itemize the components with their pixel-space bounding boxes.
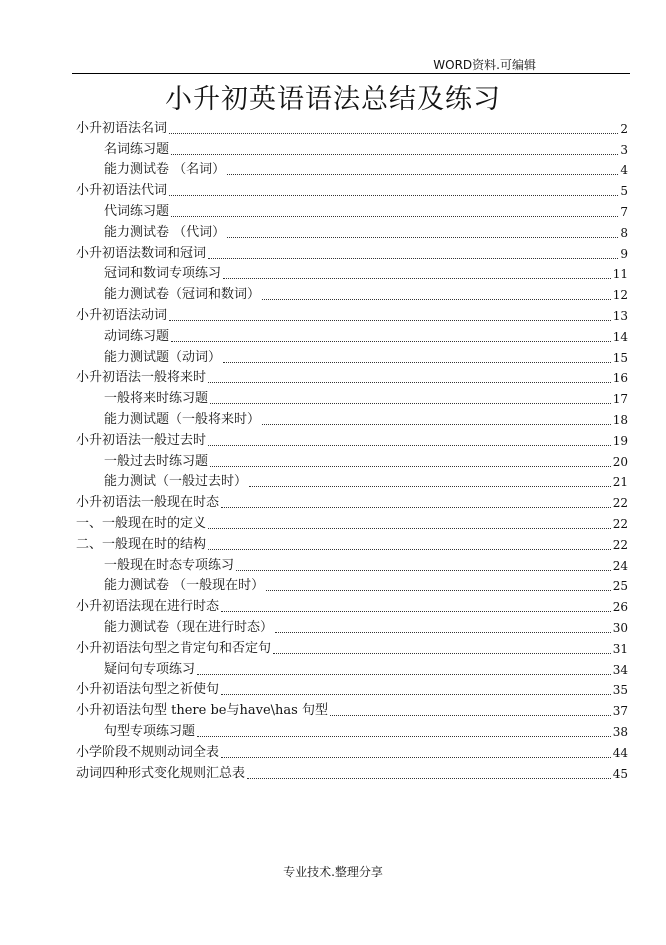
document-title: 小升初英语语法总结及练习 xyxy=(165,84,501,115)
toc-entry-title: 能力测试卷 （一般现在时） xyxy=(104,578,265,594)
dot-leader xyxy=(275,631,611,633)
dot-leader xyxy=(169,194,618,196)
dot-leader xyxy=(208,381,611,383)
toc-entry[interactable] xyxy=(76,159,628,180)
toc-entry[interactable] xyxy=(76,720,628,741)
toc-page-number: 44 xyxy=(612,745,628,760)
toc-page-number: 31 xyxy=(612,641,628,656)
header-divider xyxy=(72,73,630,74)
toc-entry-title: 能力测试题（动词） xyxy=(104,349,222,365)
toc-entry-title: 小升初语法句型之祈使句 xyxy=(76,682,220,698)
dot-leader xyxy=(169,319,611,321)
toc-entry[interactable] xyxy=(76,575,628,596)
toc-entry[interactable] xyxy=(76,741,628,762)
toc-entry[interactable] xyxy=(76,221,628,242)
table-of-contents xyxy=(76,117,628,783)
toc-page-number: 26 xyxy=(612,600,628,615)
dot-leader xyxy=(249,485,611,487)
toc-entry-title: 能力测试卷 （代词） xyxy=(104,224,226,240)
toc-entry[interactable] xyxy=(76,533,628,554)
toc-entry-title: 一、一般现在时的定义 xyxy=(76,515,207,531)
toc-entry-title: 疑问句专项练习 xyxy=(104,661,196,677)
toc-entry[interactable] xyxy=(76,408,628,429)
toc-entry-title: 小升初语法代词 xyxy=(76,183,168,199)
dot-leader xyxy=(223,277,611,279)
toc-entry-title: 动词练习题 xyxy=(104,328,170,344)
toc-entry-title: 小升初语法名词 xyxy=(76,120,168,136)
toc-entry-title: 能力测试题（一般将来时） xyxy=(104,411,261,427)
dot-leader xyxy=(262,423,611,425)
dot-leader xyxy=(221,506,611,508)
toc-entry[interactable] xyxy=(76,242,628,263)
dot-leader xyxy=(236,569,611,571)
toc-entry[interactable] xyxy=(76,325,628,346)
toc-entry[interactable] xyxy=(76,512,628,533)
toc-page-number: 38 xyxy=(612,724,628,739)
toc-entry[interactable] xyxy=(76,367,628,388)
toc-entry-title: 一般现在时态专项练习 xyxy=(104,557,235,573)
dot-leader xyxy=(210,402,611,404)
toc-entry[interactable] xyxy=(76,699,628,720)
dot-leader xyxy=(266,589,611,591)
toc-page-number: 14 xyxy=(612,329,628,344)
toc-entry-title: 句型专项练习题 xyxy=(104,723,196,739)
toc-page-number: 13 xyxy=(612,308,628,323)
toc-entry[interactable] xyxy=(76,200,628,221)
toc-page-number: 15 xyxy=(612,350,628,365)
toc-page-number: 8 xyxy=(620,225,628,240)
toc-page-number: 22 xyxy=(612,496,628,511)
toc-page-number: 4 xyxy=(620,163,628,178)
dot-leader xyxy=(223,361,611,363)
toc-page-number: 9 xyxy=(620,246,628,261)
toc-page-number: 22 xyxy=(612,537,628,552)
dot-leader xyxy=(273,652,611,654)
toc-entry[interactable] xyxy=(76,138,628,159)
toc-page-number: 45 xyxy=(612,766,628,781)
toc-entry[interactable] xyxy=(76,304,628,325)
toc-entry[interactable] xyxy=(76,491,628,512)
dot-leader xyxy=(169,132,618,134)
dot-leader xyxy=(208,257,618,259)
dot-leader xyxy=(171,153,618,155)
toc-page-number: 25 xyxy=(612,579,628,594)
toc-page-number: 24 xyxy=(612,558,628,573)
dot-leader xyxy=(197,673,611,675)
toc-entry-title: 小升初语法一般将来时 xyxy=(76,370,207,386)
toc-entry-title: 代词练习题 xyxy=(104,203,170,219)
toc-page-number: 12 xyxy=(612,288,628,303)
toc-page-number: 19 xyxy=(612,433,628,448)
toc-page-number: 34 xyxy=(612,662,628,677)
toc-page-number: 20 xyxy=(612,454,628,469)
toc-page-number: 16 xyxy=(612,371,628,386)
page-header: WORD资料.可编辑 xyxy=(433,58,536,72)
toc-entry-title: 能力测试卷（冠词和数词） xyxy=(104,287,261,303)
dot-leader xyxy=(262,298,611,300)
dot-leader xyxy=(208,548,611,550)
toc-entry[interactable] xyxy=(76,346,628,367)
dot-leader xyxy=(330,714,611,716)
toc-page-number: 30 xyxy=(612,620,628,635)
toc-entry-title: 能力测试卷（现在进行时态） xyxy=(104,619,274,635)
toc-entry-title: 小升初语法一般过去时 xyxy=(76,432,207,448)
toc-entry[interactable] xyxy=(76,283,628,304)
toc-entry-title: 一般将来时练习题 xyxy=(104,391,209,407)
dot-leader xyxy=(208,527,611,529)
toc-page-number: 22 xyxy=(612,516,628,531)
toc-page-number: 2 xyxy=(620,121,628,136)
toc-entry-title: 小升初语法一般现在时态 xyxy=(76,495,220,511)
toc-entry[interactable] xyxy=(76,595,628,616)
dot-leader xyxy=(197,735,611,737)
toc-page-number: 18 xyxy=(612,412,628,427)
page-footer: 专业技术.整理分享 xyxy=(283,865,383,879)
toc-page-number: 5 xyxy=(620,184,628,199)
dot-leader xyxy=(227,173,618,175)
toc-entry[interactable] xyxy=(76,263,628,284)
toc-page-number: 3 xyxy=(620,142,628,157)
toc-entry-title: 冠词和数词专项练习 xyxy=(104,266,222,282)
toc-entry[interactable] xyxy=(76,429,628,450)
dot-leader xyxy=(221,756,611,758)
toc-entry[interactable] xyxy=(76,637,628,658)
toc-entry-title: 小升初语法数词和冠词 xyxy=(76,245,207,261)
dot-leader xyxy=(247,777,611,779)
toc-entry[interactable] xyxy=(76,387,628,408)
toc-page-number: 7 xyxy=(620,204,628,219)
dot-leader xyxy=(171,340,611,342)
toc-entry[interactable] xyxy=(76,450,628,471)
toc-entry-title: 小升初语法句型之肯定句和否定句 xyxy=(76,640,272,656)
dot-leader xyxy=(221,693,611,695)
toc-entry-title: 动词四种形式变化规则汇总表 xyxy=(76,765,246,781)
toc-entry-title: 能力测试（一般过去时） xyxy=(104,474,248,490)
dot-leader xyxy=(171,215,618,217)
toc-entry-title: 小升初语法动词 xyxy=(76,307,168,323)
toc-entry-title: 小升初语法句型 there be与have\has 句型 xyxy=(76,703,328,719)
toc-entry-title: 小升初语法现在进行时态 xyxy=(76,599,220,615)
toc-entry[interactable] xyxy=(76,117,628,138)
toc-entry[interactable] xyxy=(76,762,628,783)
dot-leader xyxy=(210,465,611,467)
toc-entry-title: 一般过去时练习题 xyxy=(104,453,209,469)
dot-leader xyxy=(221,610,611,612)
toc-entry[interactable] xyxy=(76,471,628,492)
toc-entry-title: 小学阶段不规则动词全表 xyxy=(76,744,220,760)
toc-entry[interactable] xyxy=(76,179,628,200)
toc-page-number: 35 xyxy=(612,683,628,698)
toc-entry[interactable] xyxy=(76,658,628,679)
toc-entry-title: 能力测试卷 （名词） xyxy=(104,162,226,178)
dot-leader xyxy=(208,444,611,446)
toc-page-number: 11 xyxy=(612,267,628,282)
toc-entry[interactable] xyxy=(76,616,628,637)
dot-leader xyxy=(227,236,618,238)
toc-entry-title: 名词练习题 xyxy=(104,141,170,157)
toc-entry[interactable] xyxy=(76,679,628,700)
toc-page-number: 17 xyxy=(612,392,628,407)
toc-page-number: 21 xyxy=(612,475,628,490)
toc-page-number: 37 xyxy=(612,704,628,719)
toc-entry-title: 二、一般现在时的结构 xyxy=(76,536,207,552)
toc-entry[interactable] xyxy=(76,554,628,575)
